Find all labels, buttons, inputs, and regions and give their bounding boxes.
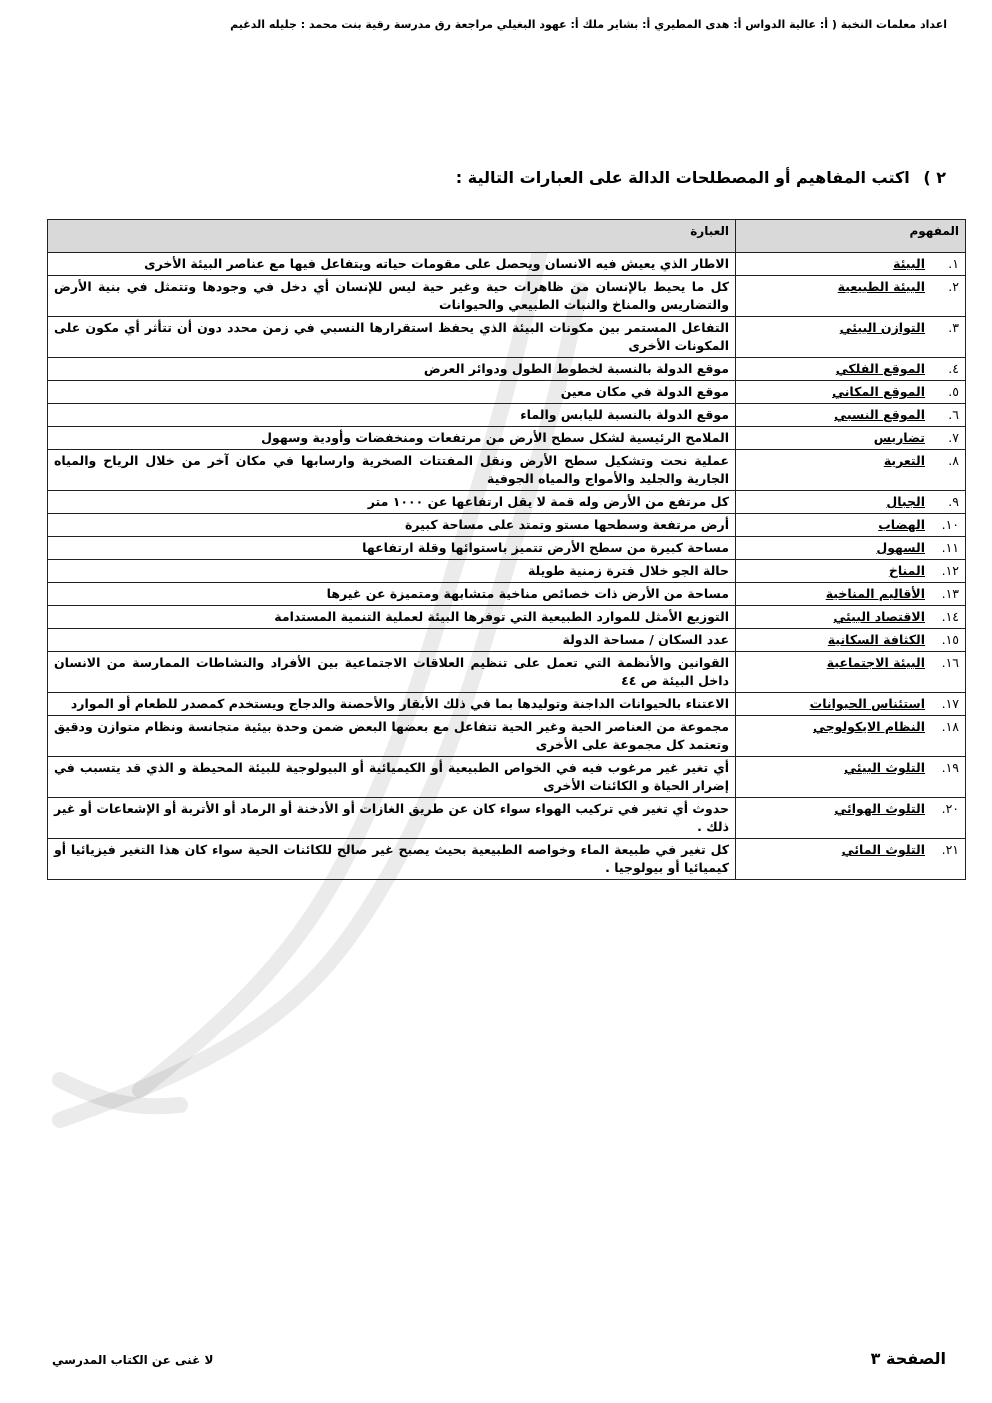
phrase-cell: موقع الدولة في مكان معين xyxy=(48,381,736,404)
term-cell xyxy=(736,716,966,757)
term-name: المناخ xyxy=(888,563,925,578)
row-index: ١٤. xyxy=(941,609,959,624)
term-cell xyxy=(736,253,966,276)
phrase-cell: حدوث أي تغير في تركيب الهواء سواء كان عن طريق الغازات أو الأدخنة أو الرماد أو الأتربة أو الإشعاعات أو غير ذلك . xyxy=(48,798,736,839)
phrase-cell: مجموعة من العناصر الحية وغير الحية تتفاعل مع بعضها البعض ضمن وحدة بيئية متجانسة ونظام متوازن ودقيق وتعتمد كل مجموعة على الأخرى xyxy=(48,716,736,757)
phrase-cell: عدد السكان / مساحة الدولة xyxy=(48,629,736,652)
phrase-cell: كل تغير في طبيعة الماء وخواصه الطبيعية بحيث يصبح غير صالح للكائنات الحية سواء كان هذا التغير فيزيائيا أو كيميائيا أو بيولوجيا . xyxy=(48,839,736,880)
table-row xyxy=(48,381,966,404)
table-row xyxy=(48,358,966,381)
table-row xyxy=(48,798,966,839)
term-cell xyxy=(736,839,966,880)
row-index: ١٠. xyxy=(941,517,959,532)
term-cell xyxy=(736,757,966,798)
term-name: البيئة الاجتماعية xyxy=(826,655,925,670)
term-name: الموقع الفلكي xyxy=(835,361,925,376)
header-phrase: العبارة xyxy=(48,220,736,253)
term-cell xyxy=(736,491,966,514)
term-cell xyxy=(736,514,966,537)
table-row xyxy=(48,629,966,652)
row-index: ٧. xyxy=(948,430,959,445)
term-cell xyxy=(736,537,966,560)
table-row xyxy=(48,491,966,514)
table-row xyxy=(48,606,966,629)
table-row xyxy=(48,716,966,757)
table-row xyxy=(48,253,966,276)
terms-table xyxy=(47,219,966,880)
table-row xyxy=(48,514,966,537)
phrase-cell: مساحة من الأرض ذات خصائص مناخية متشابهة ومتميزة عن غيرها xyxy=(48,583,736,606)
phrase-cell: الاطار الذي يعيش فيه الانسان ويحصل على مقومات حياته ويتفاعل فيها مع عناصر البيئة الأخرى xyxy=(48,253,736,276)
row-index: ١١. xyxy=(941,540,959,555)
row-index: ٤. xyxy=(948,361,959,376)
term-name: الاقتصاد البيئي xyxy=(833,609,925,624)
term-name: الهضاب xyxy=(878,517,925,532)
phrase-cell: التوزيع الأمثل للموارد الطبيعية التي توفرها البيئة لعملية التنمية المستدامة xyxy=(48,606,736,629)
term-cell xyxy=(736,427,966,450)
table-row xyxy=(48,560,966,583)
term-name: البيئة الطبيعية xyxy=(837,279,925,294)
page-number: الصفحة ٣ xyxy=(870,1349,946,1368)
table-row xyxy=(48,537,966,560)
row-index: ١٩. xyxy=(941,760,959,775)
term-name: السهول xyxy=(876,540,925,555)
term-cell xyxy=(736,606,966,629)
term-cell xyxy=(736,652,966,693)
row-index: ١٧. xyxy=(941,696,959,711)
row-index: ١٦. xyxy=(941,655,959,670)
phrase-cell: أرض مرتفعة وسطحها مستو وتمتد على مساحة كبيرة xyxy=(48,514,736,537)
term-name: الكثافة السكانية xyxy=(827,632,925,647)
table-row xyxy=(48,276,966,317)
term-name: التلوث الهوائي xyxy=(834,801,925,816)
row-index: ١٢. xyxy=(941,563,959,578)
phrase-cell: الاعتناء بالحيوانات الداجنة وتوليدها بما في ذلك الأبقار والأحصنة والدجاج ويستخدم كمصدر للطعام أو الموارد xyxy=(48,693,736,716)
term-cell xyxy=(736,404,966,427)
term-name: التلوث البيئي xyxy=(844,760,925,775)
row-index: ٣. xyxy=(948,320,959,335)
term-name: الموقع النسبي xyxy=(834,407,925,422)
term-name: النظام الايكولوجي xyxy=(812,719,925,734)
phrase-cell: كل مرتفع من الأرض وله قمة لا يقل ارتفاعها عن ١٠٠٠ متر xyxy=(48,491,736,514)
row-index: ٩. xyxy=(948,494,959,509)
row-index: ٨. xyxy=(948,453,959,468)
phrase-cell: الملامح الرئيسية لشكل سطح الأرض من مرتفعات ومنخفضات وأودية وسهول xyxy=(48,427,736,450)
header-credits: اعداد معلمات النخبة ( أ: عالية الدواس أ: هدى المطيري أ: بشاير ملك أ: عهود البغيلي مراجعة رق مدرسة رقية بنت محمد : جليله الدغيم xyxy=(230,18,947,31)
term-cell xyxy=(736,450,966,491)
term-cell xyxy=(736,381,966,404)
phrase-cell: موقع الدولة بالنسبة لخطوط الطول ودوائر العرض xyxy=(48,358,736,381)
table-row xyxy=(48,839,966,880)
term-name: الموقع المكاني xyxy=(832,384,925,399)
table-row xyxy=(48,427,966,450)
term-cell xyxy=(736,276,966,317)
row-index: ١٥. xyxy=(941,632,959,647)
phrase-cell: كل ما يحيط بالإنسان من ظاهرات حية وغير حية ليس للإنسان أي دخل في وجودها وتتمثل في بنية الأرض والتضاريس والمناخ والنبات الطبيعي والحيوانات xyxy=(48,276,736,317)
table-row xyxy=(48,583,966,606)
header-term: المفهوم xyxy=(736,220,966,253)
footer-note: لا غنى عن الكتاب المدرسي xyxy=(52,1353,214,1367)
term-cell xyxy=(736,629,966,652)
term-cell xyxy=(736,583,966,606)
term-cell xyxy=(736,798,966,839)
term-cell xyxy=(736,693,966,716)
row-index: ٢٠. xyxy=(941,801,959,816)
term-name: الجبال xyxy=(886,494,925,509)
table-row xyxy=(48,450,966,491)
phrase-cell: مساحة كبيرة من سطح الأرض تتميز باستوائها وقلة ارتفاعها xyxy=(48,537,736,560)
phrase-cell: حالة الجو خلال فترة زمنية طويلة xyxy=(48,560,736,583)
term-name: تضاريس xyxy=(873,430,925,445)
row-index: ٦. xyxy=(948,407,959,422)
term-cell xyxy=(736,358,966,381)
term-cell xyxy=(736,560,966,583)
phrase-cell: موقع الدولة بالنسبة لليابس والماء xyxy=(48,404,736,427)
phrase-cell: أي تغير غير مرغوب فيه في الخواص الطبيعية أو الكيميائية أو البيولوجية للبيئة المحيطة و الذي قد يتسبب في إضرار الحياة و الكائنات الأخرى xyxy=(48,757,736,798)
question-title xyxy=(440,168,946,187)
question-number: ٢ ) xyxy=(923,168,946,187)
phrase-cell: عملية نحت وتشكيل سطح الأرض ونقل المفتتات الصخرية وارسابها في مكان آخر من خلال الرياح والمياه الجارية والجليد والأمواج والمياه الجوفية xyxy=(48,450,736,491)
term-name: التعرية xyxy=(883,453,925,468)
row-index: ١٨. xyxy=(941,719,959,734)
row-index: ١٣. xyxy=(941,586,959,601)
phrase-cell: القوانين والأنظمة التي تعمل على تنظيم العلاقات الاجتماعية بين الأفراد والنشاطات الممارسة من الانسان داخل البيئة ص ٤٤ xyxy=(48,652,736,693)
row-index: ٥. xyxy=(948,384,959,399)
table-header-row xyxy=(48,220,966,253)
table-row xyxy=(48,757,966,798)
row-index: ٢. xyxy=(948,279,959,294)
term-name: الأقاليم المناخية xyxy=(825,586,925,601)
table-row xyxy=(48,693,966,716)
phrase-cell: التفاعل المستمر بين مكونات البيئة الذي يحفظ استقرارها النسبي في زمن محدد دون أن تتأثر أي مكون على المكونات الأخرى xyxy=(48,317,736,358)
table-row xyxy=(48,404,966,427)
term-name: استئناس الحيوانات xyxy=(809,696,925,711)
term-name: التلوث المائي xyxy=(841,842,925,857)
table-row xyxy=(48,317,966,358)
question-text: اكتب المفاهيم أو المصطلحات الدالة على العبارات التالية : xyxy=(455,168,910,187)
table-row xyxy=(48,652,966,693)
term-cell xyxy=(736,317,966,358)
term-name: التوازن البيئي xyxy=(839,320,925,335)
row-index: ٢١. xyxy=(941,842,959,857)
term-name: البيئة xyxy=(893,256,925,271)
row-index: ١. xyxy=(948,256,959,271)
